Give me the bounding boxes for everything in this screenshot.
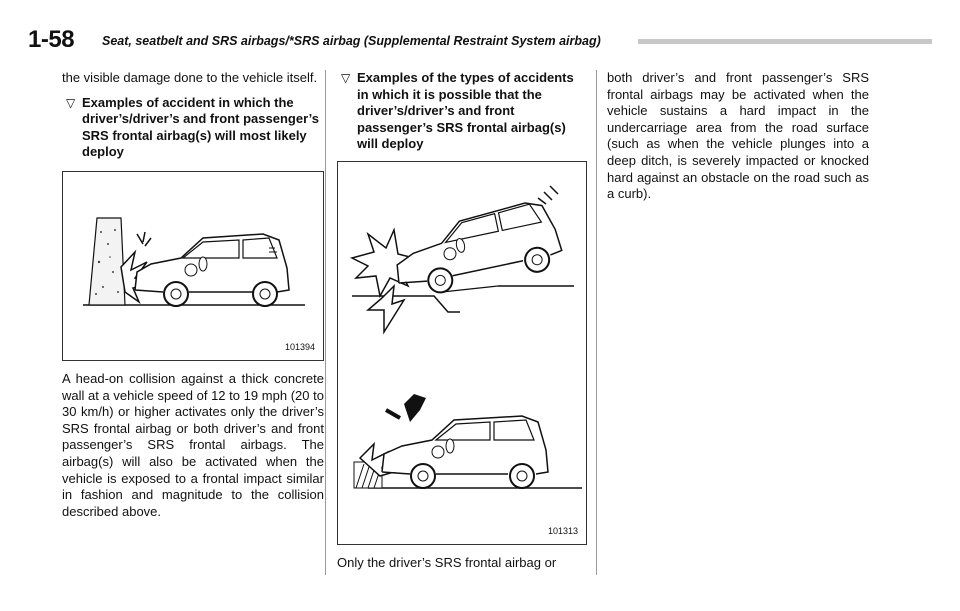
figure-head-on-collision <box>62 171 324 361</box>
intro-text: the visible damage done to the vehicle itself. <box>62 70 318 85</box>
figure-code: 101313 <box>547 526 578 537</box>
column-divider <box>325 70 326 575</box>
column-1 <box>62 70 324 520</box>
column-2 <box>337 70 587 572</box>
triangle-down-icon: ▽ <box>341 71 351 85</box>
body-text: both driver’s and front passenger’s SRS frontal airbags may be activated when the vehicle sustains a hard impact in the undercarriage area from the road surface (such as when the vehicle plunges into a deep ditch, is severely impacted or knocked hard against an obstacle on the road such as a curb). <box>607 70 869 202</box>
figure-code: 101394 <box>284 342 315 353</box>
subheading-text: Examples of accident in which the driver’s/driver’s and front passenger’s SRS frontal airbag(s) will most likely deploy <box>82 94 319 160</box>
body-text: A head-on collision against a thick concrete wall at a vehicle speed of 12 to 19 mph (20 to 30 km/h) or higher activates only the driver’s SRS frontal airbag or both driver’s and front passenger’s SRS frontal airbags. The airbag(s) will also be activated when the vehicle is exposed to a frontal impact similar in fashion and magnitude to the collision described above. <box>62 370 324 519</box>
subheading <box>337 70 587 153</box>
body-text: Only the driver’s SRS frontal airbag or <box>337 554 557 570</box>
subheading <box>62 95 324 161</box>
subheading-text: Examples of the types of accidents in which it is possible that the driver’s/driver’s and front passenger’s SRS frontal airbag(s) will deploy <box>357 70 574 152</box>
column-3 <box>607 70 869 203</box>
undercarriage-impact-illustration <box>338 162 586 544</box>
triangle-down-icon: ▽ <box>66 95 76 110</box>
section-title: Seat, seatbelt and SRS airbags/*SRS airbag (Supplemental Restraint System airbag) <box>102 34 601 48</box>
head-on-collision-illustration <box>63 172 323 360</box>
column-divider <box>596 70 597 575</box>
page-number: 1-58 <box>28 26 75 53</box>
page-header <box>28 26 932 54</box>
figure-undercarriage-impacts <box>337 161 587 545</box>
